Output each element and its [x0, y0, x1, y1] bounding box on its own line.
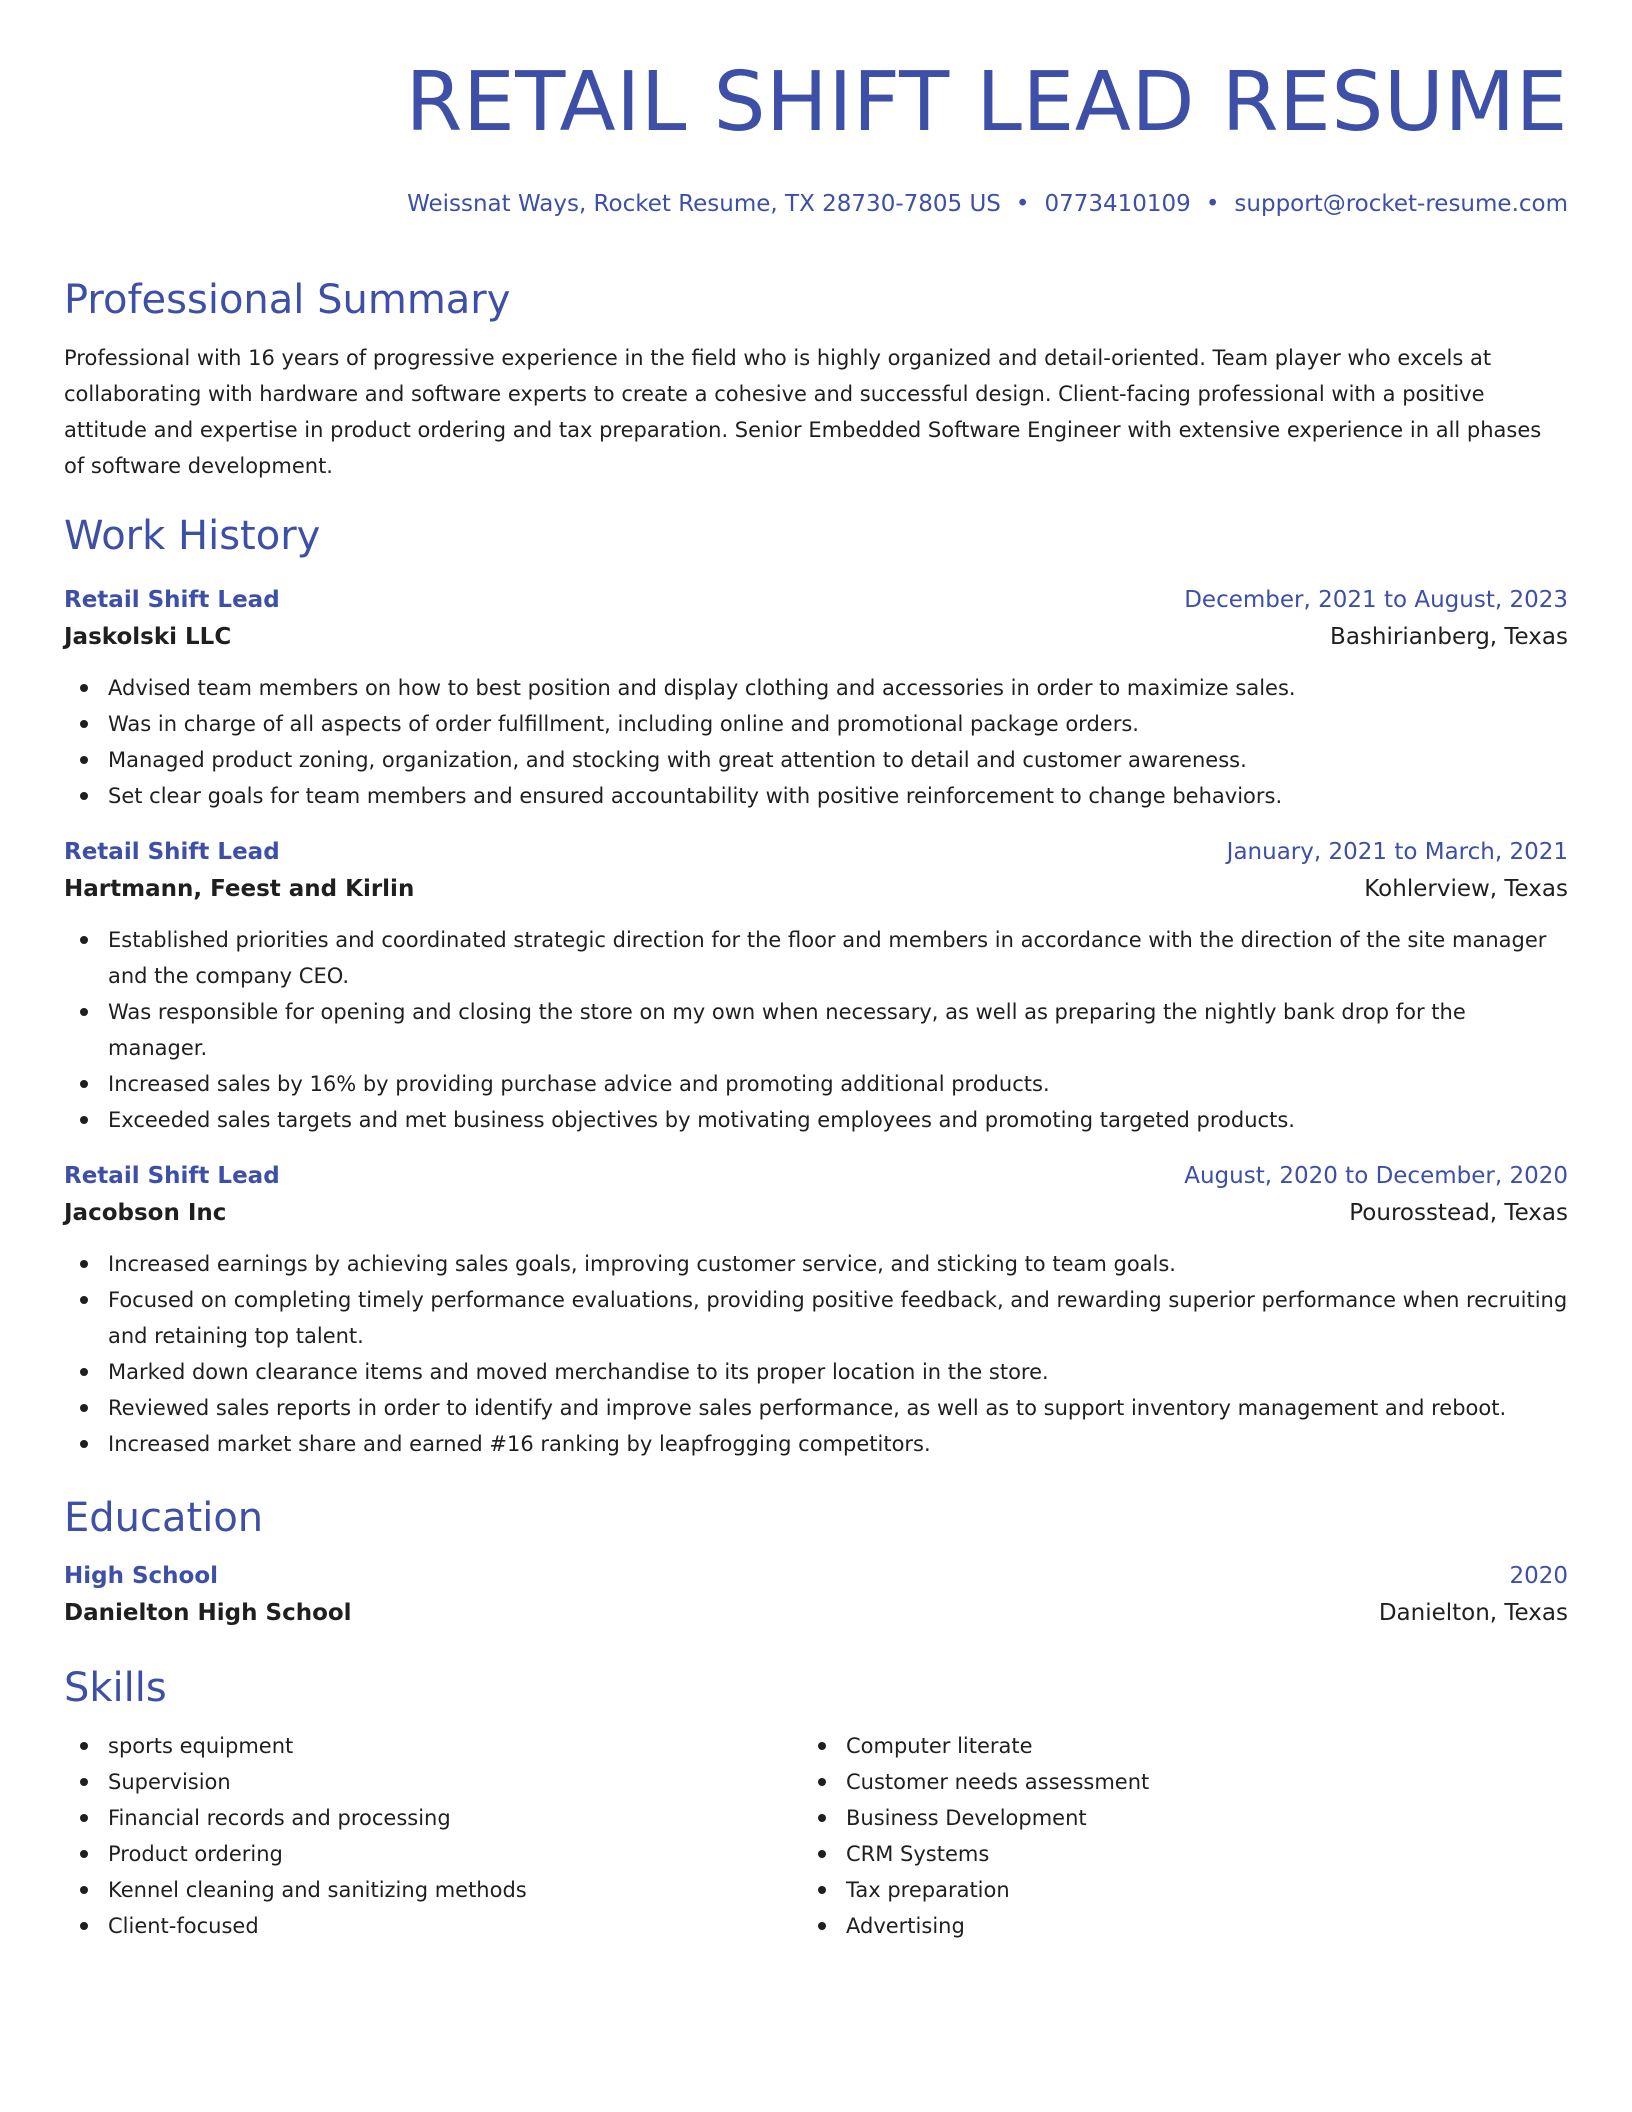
skills-grid — [64, 1728, 1568, 1944]
contact-email[interactable]: support@rocket-resume.com — [1234, 191, 1568, 217]
job-entry — [64, 1158, 1568, 1462]
skill-item: Customer needs assessment — [802, 1764, 1540, 1800]
skills-column-left — [64, 1728, 802, 1944]
contact-line — [64, 188, 1568, 220]
summary-section — [64, 274, 1568, 484]
job-header — [64, 1158, 1568, 1194]
job-location: Pourosstead, Texas — [1349, 1200, 1568, 1226]
education-header — [64, 1558, 1568, 1594]
job-entry — [64, 582, 1568, 814]
job-location: Bashirianberg, Texas — [1330, 624, 1568, 650]
summary-heading: Professional Summary — [64, 277, 511, 323]
job-bullet: Managed product zoning, organization, and stocking with great attention to detail and customer awareness. — [64, 742, 1568, 778]
work-history-section — [64, 510, 1568, 1462]
skill-item: Computer literate — [802, 1728, 1540, 1764]
summary-text: Professional with 16 years of progressive experience in the field who is highly organized and detail-oriented. Team player who excels at collaborating with hardware and software experts to create a cohesive and successful design. Client-facing professional with a positive attitude and expertise in product ordering and tax preparation. Senior Embedded Software Engineer with extensive experience in all phases of software development. — [64, 346, 1542, 478]
skill-item: CRM Systems — [802, 1836, 1540, 1872]
skill-item: Financial records and processing — [64, 1800, 802, 1836]
resume-title: RETAIL SHIFT LEAD RESUME — [405, 55, 1568, 150]
job-role: Retail Shift Lead — [64, 587, 280, 613]
job-subheader — [64, 870, 1568, 908]
skills-column-right — [802, 1728, 1540, 1944]
job-bullet: Increased market share and earned #16 ranking by leapfrogging competitors. — [64, 1426, 1568, 1462]
job-bullet: Increased earnings by achieving sales goals, improving customer service, and sticking to team goals. — [64, 1246, 1568, 1282]
job-dates: August, 2020 to December, 2020 — [1184, 1163, 1568, 1189]
skill-item: Client-focused — [64, 1908, 802, 1944]
skill-item: sports equipment — [64, 1728, 802, 1764]
job-bullet: Set clear goals for team members and ensured accountability with positive reinforcement to change behaviors. — [64, 778, 1568, 814]
skills-list — [802, 1728, 1540, 1944]
job-bullets — [64, 922, 1568, 1138]
job-role: Retail Shift Lead — [64, 839, 280, 865]
job-bullet: Advised team members on how to best position and display clothing and accessories in order to maximize sales. — [64, 670, 1568, 706]
job-bullet: Increased sales by 16% by providing purchase advice and promoting additional products. — [64, 1066, 1568, 1102]
job-bullet: Marked down clearance items and moved merchandise to its proper location in the store. — [64, 1354, 1568, 1390]
job-bullets — [64, 1246, 1568, 1462]
job-role: Retail Shift Lead — [64, 1163, 280, 1189]
job-company: Hartmann, Feest and Kirlin — [64, 876, 415, 902]
skills-heading: Skills — [64, 1665, 167, 1711]
education-section — [64, 1492, 1568, 1632]
skills-list — [64, 1728, 802, 1944]
skill-item: Product ordering — [64, 1836, 802, 1872]
job-subheader — [64, 1194, 1568, 1232]
education-subheader — [64, 1594, 1568, 1632]
job-bullet: Focused on completing timely performance evaluations, providing positive feedback, and rewarding superior performance when recruiting and retaining top talent. — [64, 1282, 1568, 1354]
job-subheader — [64, 618, 1568, 656]
job-company: Jaskolski LLC — [64, 624, 232, 650]
skills-section — [64, 1662, 1568, 1944]
contact-separator: • — [1205, 191, 1220, 217]
skill-item: Advertising — [802, 1908, 1540, 1944]
contact-separator: • — [1015, 191, 1030, 217]
skill-item: Supervision — [64, 1764, 802, 1800]
job-company: Jacobson Inc — [64, 1200, 227, 1226]
education-year: 2020 — [1509, 1563, 1568, 1589]
resume-header — [64, 0, 1568, 220]
education-entry — [64, 1558, 1568, 1632]
job-bullet: Reviewed sales reports in order to identify and improve sales performance, as well as to support inventory management and reboot. — [64, 1390, 1568, 1426]
work-history-heading: Work History — [64, 513, 321, 559]
job-location: Kohlerview, Texas — [1364, 876, 1568, 902]
skill-item: Kennel cleaning and sanitizing methods — [64, 1872, 802, 1908]
contact-phone: 0773410109 — [1044, 191, 1191, 217]
job-bullets — [64, 670, 1568, 814]
job-bullet: Exceeded sales targets and met business objectives by motivating employees and promoting targeted products. — [64, 1102, 1568, 1138]
skill-item: Tax preparation — [802, 1872, 1540, 1908]
contact-address: Weissnat Ways, Rocket Resume, TX 28730-7805 US — [407, 191, 1001, 217]
education-degree: High School — [64, 1563, 219, 1589]
job-bullet: Was in charge of all aspects of order fulfillment, including online and promotional package orders. — [64, 706, 1568, 742]
job-entry — [64, 834, 1568, 1138]
education-school: Danielton High School — [64, 1600, 352, 1626]
job-header — [64, 834, 1568, 870]
education-heading: Education — [64, 1495, 264, 1541]
job-bullet: Established priorities and coordinated strategic direction for the floor and members in accordance with the direction of the site manager and the company CEO. — [64, 922, 1568, 994]
job-bullet: Was responsible for opening and closing the store on my own when necessary, as well as preparing the nightly bank drop for the manager. — [64, 994, 1568, 1066]
job-header — [64, 582, 1568, 618]
job-dates: January, 2021 to March, 2021 — [1226, 839, 1568, 865]
skill-item: Business Development — [802, 1800, 1540, 1836]
job-dates: December, 2021 to August, 2023 — [1184, 587, 1568, 613]
education-location: Danielton, Texas — [1378, 1600, 1568, 1626]
